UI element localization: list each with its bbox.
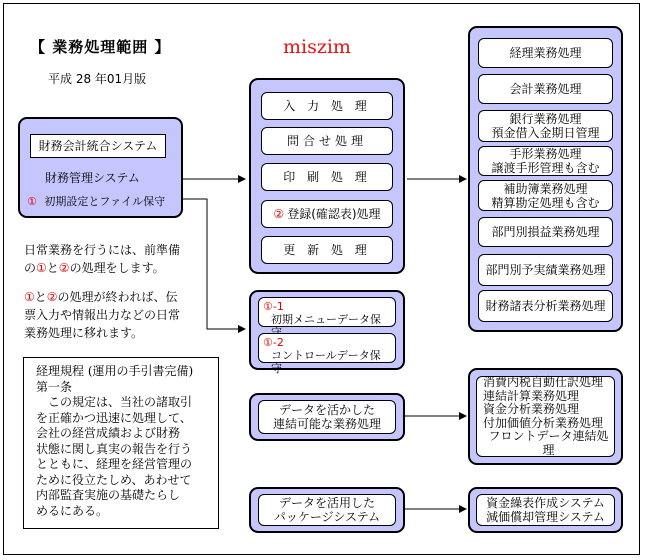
regulation-line: とともに、経理を経営管理の [36, 457, 193, 471]
marker-2: ② [273, 207, 285, 221]
page-title: 【 業務処理範囲 】 [30, 38, 171, 56]
regulation-line: を正確かつ迅速に処理して、 [36, 410, 192, 425]
linked-item: 連結計算業務処理 [483, 388, 580, 403]
package-item: 減価償却管理システム [486, 510, 605, 524]
module-dept-profit[interactable]: 部門別損益業務処理 [478, 217, 613, 247]
module-financial-analysis[interactable]: 財務諸表分析業務処理 [478, 290, 613, 322]
marker-1: ① [27, 195, 37, 208]
subsystem-label: 財務管理システム [45, 171, 140, 185]
package-box[interactable]: データを活用した パッケージシステム [258, 494, 396, 526]
process-panel [249, 78, 405, 274]
control-data-button[interactable]: ①-2 コントロールデータ保守 [258, 333, 396, 363]
regulation-line: めるにある。 [36, 503, 109, 518]
module-subledger[interactable]: 補助簿業務処理 精算勘定処理も含む [478, 180, 613, 211]
update-process-button[interactable]: 更 新 処 理 [261, 236, 393, 264]
daily-note-line2: 票入力や情報出力などの日常 [24, 308, 181, 322]
module-dept-budget[interactable]: 部門別予実績業務処理 [478, 254, 613, 286]
regulation-line: 状態に関し真実の報告を行う [36, 441, 193, 456]
marker-2: ② [46, 290, 58, 304]
linked-item: 資金分析業務処理 [483, 402, 580, 416]
system-name: 財務会計統合システム [38, 139, 158, 153]
daily-note-line1: ①と②の処理が終われば、伝 [24, 290, 178, 304]
regulation-line: ために役立たしめ、あわせて [36, 472, 192, 487]
data-link-panel [249, 393, 405, 441]
finance-system-panel [18, 117, 183, 218]
package-item: 資金繰表作成システム [486, 496, 605, 510]
initial-menu-data-button[interactable]: ①-1 初期メニューデータ保 [258, 297, 396, 327]
print-process-button[interactable]: 印 刷 処 理 [261, 163, 393, 191]
brand-logo: miszim [283, 36, 351, 58]
regulation-title: 経理規程 (運用の手引書完備) [36, 364, 194, 378]
inquiry-process-button[interactable]: 問合せ処理 [261, 127, 393, 155]
prep-note [24, 241, 204, 277]
daily-work-note [24, 288, 224, 342]
module-banking[interactable]: 銀行業務処理 預金借入金期日管理 [478, 110, 613, 142]
input-process-button[interactable]: 入 力 処 理 [261, 92, 393, 120]
package-systems-panel [468, 487, 623, 533]
data-link-box[interactable]: データを活かした 連結可能な業務処理 [258, 400, 396, 434]
register-process-button[interactable]: ② 登録(確認表)処理 [261, 200, 393, 228]
daily-note-line3: 業務処理に移れます。 [24, 326, 144, 340]
linked-processes-box [476, 376, 615, 457]
regulation-line: この規定は、当社の諸取引 [36, 395, 193, 409]
regulation-line: 内部監査実施の基礎たらし [36, 488, 181, 502]
regulation-line: 会社の経営成績および財務 [36, 426, 181, 440]
linked-processes-panel [468, 368, 623, 465]
prep-note-line1: 日常業務を行うには、前準備 [24, 243, 181, 257]
linked-item: 消費内税自動仕訳処理 [483, 375, 604, 389]
linked-item: フロントデータ連結処理 [488, 429, 609, 457]
marker-2: ② [58, 261, 70, 275]
initial-settings-panel [249, 290, 405, 375]
initial-setup-item[interactable] [27, 193, 165, 209]
marker-1: ① [36, 261, 47, 275]
edition-label: 平成 28 年01月版 [48, 72, 147, 86]
regulation-box [23, 357, 219, 529]
prep-note-line2: の①と②の処理をします。 [24, 261, 165, 275]
linked-item: 付加価値分析業務処理 [483, 415, 604, 430]
regulation-text [36, 395, 212, 519]
system-name-box [30, 134, 166, 158]
modules-panel [468, 26, 623, 332]
package-panel [249, 487, 405, 533]
package-systems-box [476, 494, 615, 526]
module-accounting[interactable]: 経理業務処理 [478, 38, 613, 68]
marker-1: ① [24, 290, 35, 304]
module-bookkeeping[interactable]: 会計業務処理 [478, 74, 613, 104]
initial-setup-label: 初期設定とファイル保守 [44, 195, 166, 208]
module-bills[interactable]: 手形業務処理 譲渡手形管理も含む [478, 146, 613, 176]
regulation-article: 第一条 [36, 379, 73, 394]
